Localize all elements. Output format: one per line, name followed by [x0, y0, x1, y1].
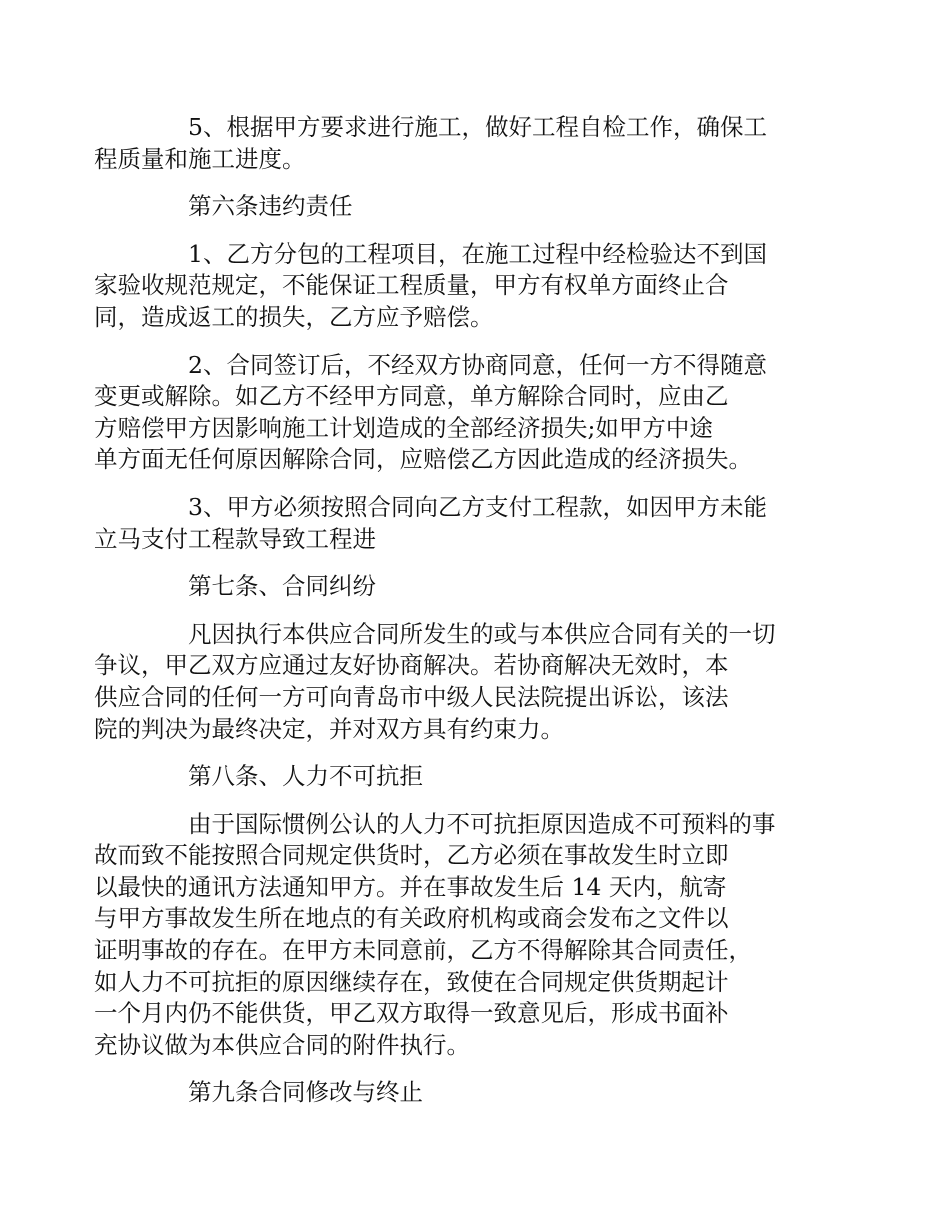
text-line: 单方面无任何原因解除合同，应赔偿乙方因此造成的经济损失。: [94, 445, 752, 474]
paragraph: [94, 112, 830, 175]
document-body: [94, 112, 830, 1109]
text-line: 程质量和施工进度。: [94, 144, 306, 173]
paragraph: [94, 350, 830, 476]
text-line: 证明事故的存在。在甲方未同意前，乙方不得解除其合同责任，: [94, 936, 752, 965]
text-line: 第七条、合同纠纷: [188, 572, 376, 601]
text-line: 一个月内仍不能供货，甲乙双方取得一致意见后，形成书面补: [94, 999, 729, 1028]
text-line: 与甲方事故发生所在地点的有关政府机构或商会发布之文件以: [94, 904, 729, 933]
text-line: 以最快的通讯方法通知甲方。并在事故发生后 14 天内，航寄: [94, 872, 727, 901]
text-line: 3、甲方必须按照合同向乙方支付工程款，如因甲方未能: [188, 492, 767, 521]
text-line: 同，造成返工的损失，乙方应予赔偿。: [94, 302, 494, 331]
text-line: 变更或解除。如乙方不经甲方同意，单方解除合同时，应由乙: [94, 382, 729, 411]
text-line: 2、合同签订后，不经双方协商同意，任何一方不得随意: [188, 350, 767, 379]
paragraph: [94, 619, 830, 745]
paragraph: [141, 571, 830, 603]
text-line: 5、根据甲方要求进行施工，做好工程自检工作，确保工: [188, 113, 767, 141]
paragraph: [94, 809, 830, 1062]
text-line: 由于国际惯例公认的人力不可抗拒原因造成不可预料的事: [188, 809, 776, 838]
text-line: 第六条违约责任: [188, 192, 353, 221]
paragraph: [141, 761, 830, 793]
text-line: 故而致不能按照合同规定供货时，乙方必须在事故发生时立即: [94, 841, 729, 870]
text-line: 方赔偿甲方因影响施工计划造成的全部经济损失;如甲方中途: [94, 413, 713, 442]
text-line: 争议，甲乙双方应通过友好协商解决。若协商解决无效时，本: [94, 651, 729, 680]
paragraph: [141, 191, 830, 223]
paragraph: [94, 492, 830, 555]
text-line: 立马支付工程款导致工程进: [94, 524, 376, 553]
text-line: 供应合同的任何一方可向青岛市中级人民法院提出诉讼，该法: [94, 682, 729, 711]
paragraph: [141, 1077, 830, 1109]
text-line: 院的判决为最终决定，并对双方具有约束力。: [94, 714, 564, 743]
text-line: 如人力不可抗拒的原因继续存在，致使在合同规定供货期起计: [94, 967, 729, 996]
text-line: 凡因执行本供应合同所发生的或与本供应合同有关的一切: [188, 619, 776, 648]
text-line: 家验收规范规定，不能保证工程质量，甲方有权单方面终止合: [94, 271, 729, 300]
text-line: 第八条、人力不可抗拒: [188, 762, 423, 791]
text-line: 充协议做为本供应合同的附件执行。: [94, 1030, 470, 1059]
paragraph: [94, 239, 830, 334]
text-line: 第九条合同修改与终止: [188, 1078, 423, 1107]
text-line: 1、乙方分包的工程项目，在施工过程中经检验达不到国: [188, 239, 767, 268]
